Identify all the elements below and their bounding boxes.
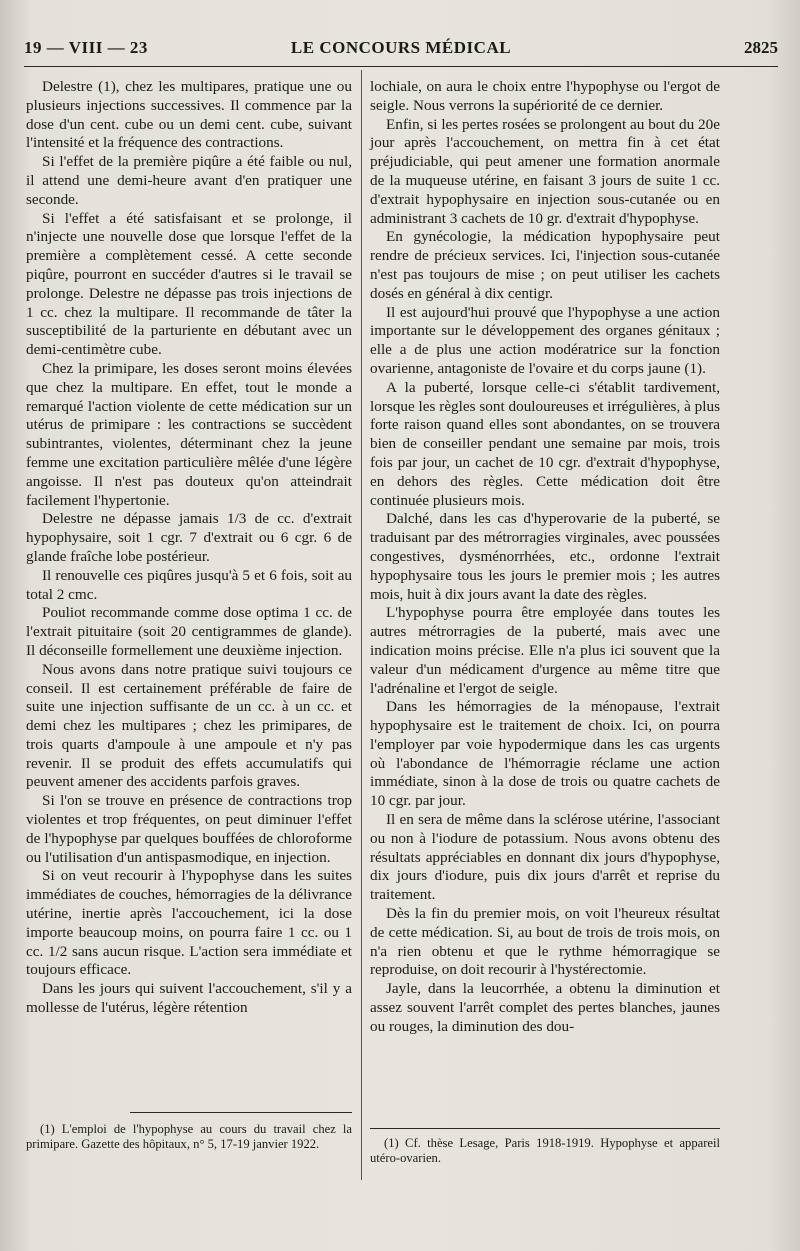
footnote-text: (1) Cf. thèse Lesage, Paris 1918-1919. Hypophyse et appareil utéro-ovarien. bbox=[370, 1136, 720, 1165]
right-column bbox=[370, 78, 720, 1037]
paragraph: Si on veut recourir à l'hypophyse dans les suites immédiates de couches, hémorragies de la délivrance utérine, inertie après l'accouchement, ici la dose importe beaucoup moins, on pourra faire 1 cc. ou 1 cc. 1/2 sans aucun risque. L'action sera immédiate et toujours efficace. bbox=[26, 867, 352, 979]
paragraph: A la puberté, lorsque celle-ci s'établit tardivement, lorsque les règles sont douloureuses et irrégulières, à plus forte raison quand elles sont abondantes, on se trouvera bien de conseiller pendant une semaine par mois, trois fois par jour, un cachet de 10 cgr. d'extrait d'hypophyse, en dehors des règles. Cette médication doit être continuée plusieurs mois. bbox=[370, 378, 720, 509]
paragraph: Nous avons dans notre pratique suivi toujours ce conseil. Il est certainement préférable de faire de suite une injection suffisante de un cc. à un cc. et demi chez les multipares ; chez les primipares, de trois quarts d'ampoule à une ampoule et n'y pas revenir. Il se produit des effets accumulatifs qui peuvent amener des accidents parfois graves. bbox=[26, 660, 352, 791]
paragraph: Enfin, si les pertes rosées se prolongent au bout du 20e jour après l'accouchement, on mettra fin à cet état préjudiciable, qui peut amener une formation anormale de la muqueuse utérine, en faisant 3 jours de suite 1 cc. d'extrait hypophysaire en injection sous-cutanée ou en administrant 3 cachets de 10 gr. d'extrait d'hypophyse. bbox=[370, 115, 720, 227]
paragraph: L'hypophyse pourra être employée dans toutes les autres métrorragies de la puberté, mais avec une indication moins précise. Elle n'a plus ici souvent que la valeur d'un médicament d'urgence au même titre que l'adrénaline et l'ergot de seigle. bbox=[370, 604, 720, 697]
header-page-number: 2825 bbox=[744, 38, 778, 57]
paragraph: Il renouvelle ces piqûres jusqu'à 5 et 6 fois, soit au total 2 cmc. bbox=[26, 566, 352, 603]
column-divider bbox=[361, 70, 362, 1180]
header-journal-title: LE CONCOURS MÉDICAL bbox=[290, 38, 512, 57]
left-footnote-rule bbox=[130, 1112, 352, 1113]
paragraph: Dans les hémorragies de la ménopause, l'extrait hypophysaire est le traitement de choix. Ici, on pourra l'employer par voie hypodermique dans les cas urgents où l'abondance de l'hémorragie réclame une action immédiate, sinon à la dose de trois ou quatre cachets de 10 cgr. par jour. bbox=[370, 698, 720, 810]
right-footnote-rule bbox=[370, 1128, 720, 1129]
paragraph: Si l'on se trouve en présence de contractions trop violentes et trop fréquentes, on peut diminuer l'effet de l'hypophyse par quelques bouffées de chloroforme ou l'utilisation d'un antispasmodique, en injection. bbox=[26, 792, 352, 866]
paragraph: Pouliot recommande comme dose optima 1 cc. de l'extrait pituitaire (soit 20 centigrammes de glande). Il déconseille formellement une deuxième injection. bbox=[26, 604, 352, 659]
right-footnote bbox=[370, 1136, 720, 1166]
paragraph: Si l'effet de la première piqûre a été faible ou nul, il attend une demi-heure avant d'en pratiquer une seconde. bbox=[26, 153, 352, 208]
paragraph: Il est aujourd'hui prouvé que l'hypophyse a une action importante sur le développement des organes génitaux ; elle a de plus une action modératrice sur la fonction ovarienne, antagoniste de l'ovaire et du corps jaune (1). bbox=[370, 303, 720, 377]
running-header bbox=[24, 34, 778, 64]
left-column bbox=[26, 78, 352, 1018]
left-footnote bbox=[26, 1122, 352, 1152]
paragraph: Chez la primipare, les doses seront moins élevées que chez la multipare. En effet, tout le monde a remarqué l'action violente de cette médication sur un utérus de primipare : les contractions se succèdent subintrantes, violentes, déterminant chez la jeune femme une excitation particulière mêlée d'une légère angoisse. Il n'est pas douteux qu'on atteindrait facilement l'hypertonie. bbox=[26, 359, 352, 509]
paragraph: Il en sera de même dans la sclérose utérine, l'associant ou non à l'iodure de potassium. Nous avons obtenu des résultats appréciables en donnant dix jours d'hypophyse, dix jours d'iodure, puis dix jours d'arrêt et reprise du traitement. bbox=[370, 811, 720, 904]
paragraph: lochiale, on aura le choix entre l'hypophyse ou l'ergot de seigle. Nous verrons la supériorité de ce dernier. bbox=[370, 78, 720, 114]
paragraph: Delestre ne dépasse jamais 1/3 de cc. d'extrait hypophysaire, soit 1 cgr. 7 d'extrait ou 6 cgr. 6 de glande fraîche lobe postérieur. bbox=[26, 510, 352, 565]
paragraph: Dès la fin du premier mois, on voit l'heureux résultat de cette médication. Si, au bout de trois de trois mois, on n'a rien obtenu et que le rythme hémorragique se reproduise, on doit recourir à l'hystérectomie. bbox=[370, 905, 720, 979]
paragraph: Dalché, dans les cas d'hyperovarie de la puberté, se traduisant par des métrorragies virginales, avec poussées congestives, dysménorrhées, etc., ordonne l'extrait hypophysaire tous les jours le premier mois ; les autres mois, huit à dix jours avant la date des règles. bbox=[370, 510, 720, 603]
header-rule bbox=[24, 66, 778, 67]
paragraph: Dans les jours qui suivent l'accouchement, s'il y a mollesse de l'utérus, légère rétention bbox=[26, 980, 352, 1017]
header-issue-date: 19 — VIII — 23 bbox=[24, 38, 148, 57]
paragraph: Jayle, dans la leucorrhée, a obtenu la diminution et assez souvent l'arrêt complet des pertes blanches, jaunes ou rouges, la diminution des dou- bbox=[370, 980, 720, 1035]
footnote-text: (1) L'emploi de l'hypophyse au cours du travail chez la primipare. Gazette des hôpitaux, n° 5, 17-19 janvier 1922. bbox=[26, 1122, 352, 1151]
paragraph: Delestre (1), chez les multipares, pratique une ou plusieurs injections successives. Il commence par la dose d'un cent. cube ou un demi cent. cube, suivant l'intensité et la fréquence des contractions. bbox=[26, 78, 352, 152]
paragraph: En gynécologie, la médication hypophysaire peut rendre de précieux services. Ici, l'injection sous-cutanée n'est pas toujours de mise ; on peut utiliser les cachets dosés en général à dix centigr. bbox=[370, 228, 720, 302]
paragraph: Si l'effet a été satisfaisant et se prolonge, il n'injecte une nouvelle dose que lorsque l'effet de la première a complètement cessé. A cette seconde piqûre, pourront en succéder d'autres si le travail se prolonge. Delestre ne dépasse pas trois injections de 1 cc. chez la multipare. Il recommande de tâter la susceptibilité de la parturiente en débutant avec un demi-centimètre cube. bbox=[26, 209, 352, 359]
